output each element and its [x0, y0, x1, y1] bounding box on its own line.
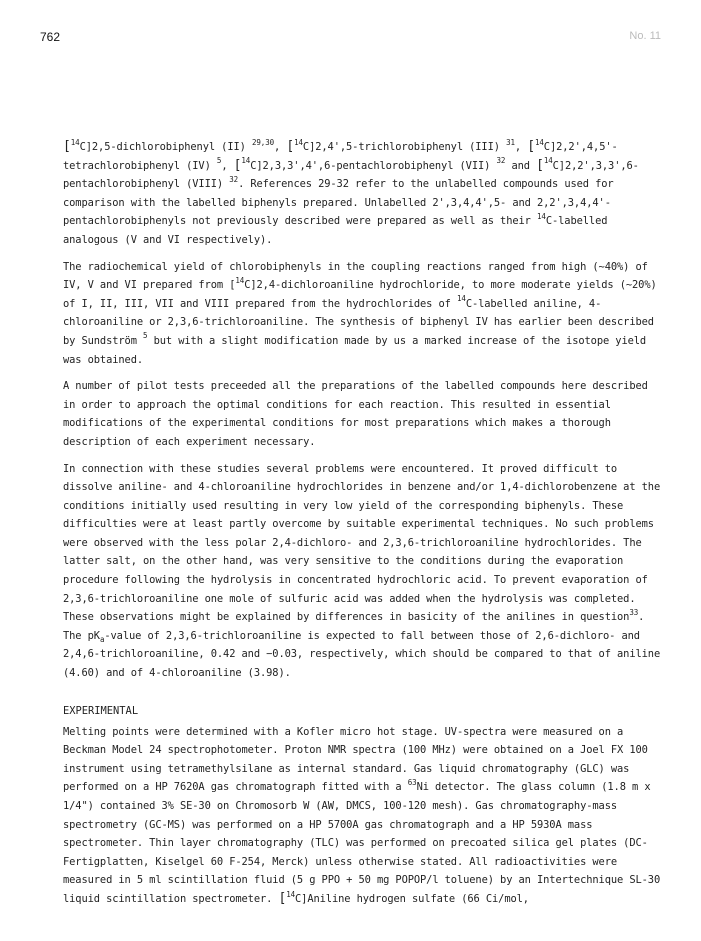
- text-run: C]2,4-dichloroaniline hydrochloride, to more moderate yields (∼20%) of I, II, III, VII and VIII prepared from the hydrochlorides of: [63, 279, 657, 310]
- text-run: The radiochemical yield of chlorobiphenyls in the coupling reactions ranged from high (∼40%) of IV, V and VI prepared from [: [63, 260, 648, 292]
- journal-mark: No. 11: [629, 30, 661, 42]
- text-run: C]2,2',3,3',6-pentachlorobiphenyl (VIII): [63, 159, 639, 191]
- text-run: and: [505, 159, 537, 172]
- reference: 31: [506, 137, 515, 147]
- article-body: [63, 138, 661, 917]
- isotope-mass: 14: [537, 211, 546, 221]
- subscript: a: [99, 634, 105, 644]
- isotope-mass: 14: [294, 137, 303, 147]
- reference: 5: [143, 331, 148, 341]
- reference: 32: [496, 156, 506, 166]
- text-run: . The pK: [63, 611, 645, 642]
- isotope-mass: 14: [235, 275, 245, 285]
- section-heading-experimental: EXPERIMENTAL: [63, 704, 139, 717]
- isotope-mass: 63: [407, 777, 417, 787]
- reference: 32: [229, 174, 239, 184]
- paragraph-experimental: Melting points were determined with a Kofler micro hot stage. UV-spectra were measured on a Beckman Model 24 spectrophotometer. Proton NMR spectra (100 MHz) were obtained on a Joel FX 100 instrument using tetramethylsilane as internal standard. Gas liquid chromatography (GLC) was performed on a HP 7620A gas chromatograph fitted with a $^{63}$Ni detector. The glass column (1.8 m x 1/4") contained 3% SE-30 on Chromosorb W (AW, DMCS, 100-120 mesh). Gas chromatography-mass spectrometry (GC-MS) was performed on a HP 5700A gas chromatograph and a HP 5930A mass spectrometer. Thin layer chromatography (TLC) was performed on precoated silica gel plates (DC-Fertigplatten, Kiselgel 60 F-254, Merck) unless otherwise stated. All radioactivities were measured in 5 ml scintillation fluid (5 g PPO + 50 mg POPOP/l toluene) by an Intertechnique SL-30 liquid scintillation spectrometer. [$^{14}$C]Aniline hydrogen sulfate (66 Ci/mol,: [63, 725, 661, 906]
- isotope-mass: 14: [456, 294, 466, 304]
- isotope-mass: 14: [70, 137, 80, 147]
- text-run: C-labelled aniline, 4-chloroaniline or 2,3,6-trichloroaniline. The synthesis of biphenyl IV has earlier been described by Sundström: [63, 297, 654, 347]
- text-run: C]2,5-dichlorobiphenyl (II): [79, 141, 252, 153]
- text-run: C]2,2',4,5'-tetrachlorobiphenyl (IV): [63, 141, 618, 172]
- paragraph-compound-list: [$^{14}$C]2,5-dichlorobiphenyl (II) $^{29,30}$, [$^{14}$C]2,4',5-trichlorobiphenyl (III) $^{31}$, [$^{14}$C]2,2',4,5'-tetrachlorobiphenyl (IV) $^5$, [$^{14}$C]2,3,3',4',6-pentachlorobiphenyl (VII) $^{32}$ and [$^{14}$C]2,2',3,3',6-pentachlorobiphenyl (VIII) $^{32}$. References 29-32 refer to the unlabelled compounds used for comparison with the labelled biphenyls prepared. Unlabelled 2',3,4,4',5- and 2,2',3,4,4'-pentachlorobiphenyls not previously described were prepared as well as their $^{14}$C-labelled analogous (V and VI respectively).: [63, 137, 639, 246]
- text-run: In connection with these studies several problems were encountered. It proved difficult to dissolve aniline- and 4-chloroaniline hydrochlorides in benzene and/or 1,4-dichlorobenzene at the conditions initially used resulting in very low yield of the corresponding biphenyls. These difficulties were at least partly overcome by suitable experimental techniques. No such problems were observed with the less polar 2,4-dichloro- and 2,3,6-trichloroaniline hydrochlorides. The latter salt, on the other hand, was very sensitive to the conditions during the evaporation procedure following the hydrolysis in concentrated hydrochloric acid. To prevent evaporation of 2,3,6-trichloroaniline one mole of sulfuric acid was added when the hydrolysis was completed. These observations might be explained by differences in basicity of the anilines in question: [63, 462, 661, 624]
- page-header: [40, 30, 661, 50]
- text-run: . References 29-32 refer to the unlabelled compounds used for comparison with the labelled biphenyls prepared. Unlabelled 2',3,4,4',5- and 2,2',3,4,4'-pentachlorobiphenyls not previously described were prepared as well as their: [63, 178, 614, 228]
- text-run: Melting points were determined with a Kofler micro hot stage. UV-spectra were measured on a Beckman Model 24 spectrophotometer. Proton NMR spectra (100 MHz) were obtained on a Joel FX 100 instrument using tetramethylsilane as internal standard. Gas liquid chromatography (GLC) was performed on a HP 7620A gas chromatograph fitted with a: [63, 725, 648, 794]
- paragraph-problems: [63, 460, 661, 683]
- isotope-mass: 14: [543, 156, 553, 166]
- text-run: C]2,4',5-trichlorobiphenyl (III): [302, 141, 507, 153]
- isotope-mass: 14: [241, 156, 251, 166]
- paragraph-radiochemical-yield: [63, 258, 661, 370]
- isotope-mass: 14: [534, 137, 544, 147]
- reference: 5: [216, 156, 222, 166]
- text-run: but with a slight modification made by us a marked increase of the isotope yield was obtained.: [63, 334, 647, 366]
- page-number: 762: [40, 30, 61, 44]
- isotope-mass: 14: [286, 889, 296, 899]
- paragraph-pilot-tests: A number of pilot tests preceeded all the preparations of the labelled compounds here described in order to approach the optimal conditions for each reaction. This resulted in essential modifications of the experimental conditions for most preparations which makes a thorough description of each experiment necessary.: [63, 380, 648, 448]
- text-run: Ni detector. The glass column (1.8 m x 1/4") contained 3% SE-30 on Chromosorb W (AW, DMCS, 100-120 mesh). Gas chromatography-mass spectrometry (GC-MS) was performed on a HP 5700A gas chromatograph and a HP 5930A mass spectrometer. Thin layer chromatography (TLC) was performed on precoated silica gel plates (DC-Fertigplatten, Kiselgel 60 F-254, Merck) unless otherwise stated. All radioactivities were measured in 5 ml scintillation fluid (5 g PPO + 50 mg POPOP/l toluene) by an Intertechnique SL-30 liquid scintillation spectrometer.: [63, 781, 661, 905]
- text-run: C]2,3,3',4',6-pentachlorobiphenyl (VII): [250, 159, 497, 172]
- reference: 29,30: [251, 137, 275, 147]
- reference: 33: [629, 607, 639, 617]
- text-run: -value of 2,3,6-trichloroaniline is expected to fall between those of 2,6-dichloro- and 2,4,6-trichloroaniline, 0.42 and −0.03, respectively, which should be compared to that of aniline (4.60) and of 4-chloroaniline (3.98).: [63, 629, 661, 680]
- text-run: C]Aniline hydrogen sulfate (66 Ci/mol,: [295, 892, 529, 905]
- text-run: C-labelled analogous (V and VI respectively).: [63, 215, 608, 246]
